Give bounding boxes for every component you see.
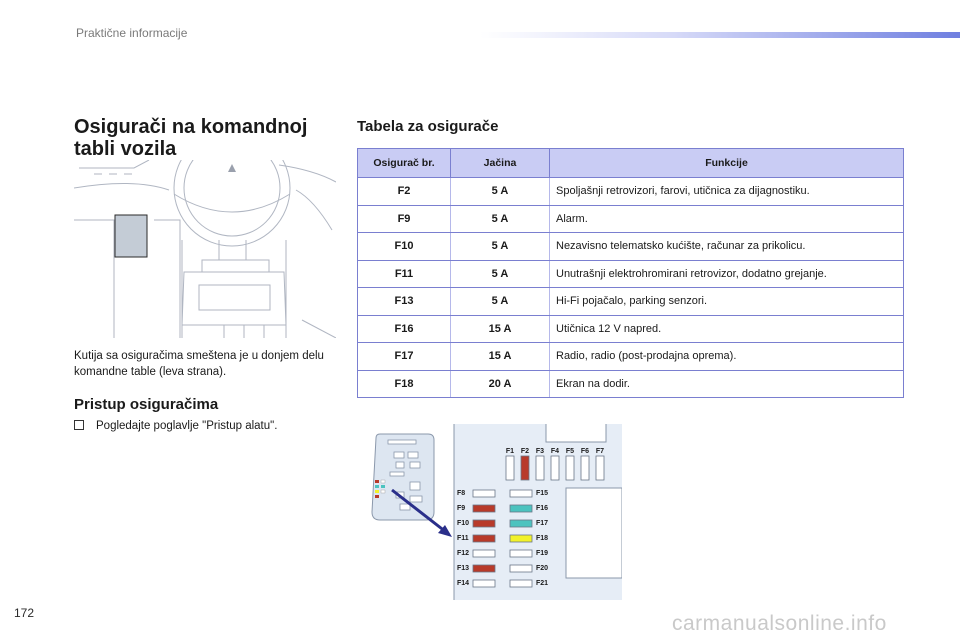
watermark: carmanualsonline.info [672,612,887,635]
section-title-line2: tabli vozila [74,138,177,160]
access-item-text: Pogledajte poglavlje "Pristup alatu". [96,420,278,432]
fuse-table [357,148,904,398]
fuse-amperage: 5 A [451,288,550,316]
table-row [358,370,904,398]
fuse-table-header [358,149,904,178]
fuse-slot-f14 [473,580,495,587]
table-row [358,288,904,316]
fuse-number: F17 [358,343,451,371]
fuse-slot-f2 [521,456,529,480]
fuse-number: F2 [358,178,451,206]
section-title [74,116,334,160]
fuse-label-f17: F17 [536,520,549,527]
fuse-function: Ekran na dodir. [550,370,904,398]
fuse-label-f7: F7 [595,448,605,455]
fuse-label-f3: F3 [535,448,545,455]
fuse-amperage: 20 A [451,370,550,398]
fuse-number: F16 [358,315,451,343]
page-number: 172 [14,606,35,620]
fuse-function: Unutrašnji elektrohromirani retrovizor, dodatno grejanje. [550,260,904,288]
header-functions: Funkcije [550,149,904,178]
fuse-label-f1: F1 [505,448,515,455]
fuse-function: Hi-Fi pojačalo, parking senzori. [550,288,904,316]
table-row [358,315,904,343]
table-row [358,343,904,371]
fuse-label-f8: F8 [457,490,466,497]
fuse-label-f9: F9 [457,505,466,512]
location-text: Kutija sa osiguračima smeštena je u donjem delu komandne table (leva strana). [74,350,324,378]
fuse-label-f15: F15 [536,490,549,497]
fuse-label-f4: F4 [550,448,560,455]
fuse-slot-f1 [506,456,514,480]
fuse-slot-f15 [510,490,532,497]
header-fuse-number: Osigurač br. [358,149,451,178]
fuse-label-f10: F10 [457,520,470,527]
fuse-slot-f3 [536,456,544,480]
fuse-amperage: 15 A [451,343,550,371]
fuse-label-f6: F6 [580,448,590,455]
fuse-label-f5: F5 [565,448,575,455]
fuse-label-f14: F14 [457,580,470,587]
header-rule [480,32,960,38]
header-label: Praktične informacije [76,26,188,40]
fuse-number: F11 [358,260,451,288]
dashboard-illustration [74,160,336,338]
table-title: Tabela za osigurače [357,118,499,135]
fuse-number: F10 [358,233,451,261]
fuse-label-f16: F16 [536,505,549,512]
fuse-slot-f21 [510,580,532,587]
access-item [74,420,277,432]
fuse-label-f2: F2 [520,448,530,455]
fuse-function: Alarm. [550,205,904,233]
fuse-slot-f17 [510,520,532,527]
fuse-function: Nezavisno telematsko kućište, računar za prikolicu. [550,233,904,261]
fuse-slot-f8 [473,490,495,497]
fuse-amperage: 5 A [451,205,550,233]
fuse-number: F18 [358,370,451,398]
fuse-slot-f13 [473,565,495,572]
fuse-label-f20: F20 [536,565,549,572]
table-row [358,205,904,233]
checkbox-icon [74,420,84,430]
fuse-label-f18: F18 [536,535,549,542]
fuse-slot-f10 [473,520,495,527]
fuse-label-f21: F21 [536,580,549,587]
fuse-slot-f7 [596,456,604,480]
fuse-number: F13 [358,288,451,316]
fuse-slot-f12 [473,550,495,557]
fuse-amperage: 5 A [451,178,550,206]
fuse-label-f11: F11 [457,535,469,542]
fuse-slot-f4 [551,456,559,480]
section-title-line1: Osigurači na komandnoj [74,116,308,138]
table-row [358,260,904,288]
fuse-slot-f19 [510,550,532,557]
fuse-amperage: 15 A [451,315,550,343]
fuse-amperage: 5 A [451,233,550,261]
fuse-slot-f9 [473,505,495,512]
fuse-slot-f11 [473,535,495,542]
fuse-label-f12: F12 [457,550,470,557]
fuse-label-f19: F19 [536,550,549,557]
fuse-number: F9 [358,205,451,233]
header-amperage: Jačina [451,149,550,178]
table-row [358,178,904,206]
fuse-slot-f20 [510,565,532,572]
fusebox-diagram [366,424,622,600]
fuse-function: Spoljašnji retrovizori, farovi, utičnica za dijagnostiku. [550,178,904,206]
fuse-slot-f5 [566,456,574,480]
fuse-slot-f16 [510,505,532,512]
access-title: Pristup osiguračima [74,396,219,413]
fuse-amperage: 5 A [451,260,550,288]
table-row [358,233,904,261]
fusebox-location-marker [115,215,147,257]
fuse-slot-f18 [510,535,532,542]
fuse-function: Utičnica 12 V napred. [550,315,904,343]
fuse-label-f13: F13 [457,565,470,572]
fuse-function: Radio, radio (post-prodajna oprema). [550,343,904,371]
fuse-slot-f6 [581,456,589,480]
